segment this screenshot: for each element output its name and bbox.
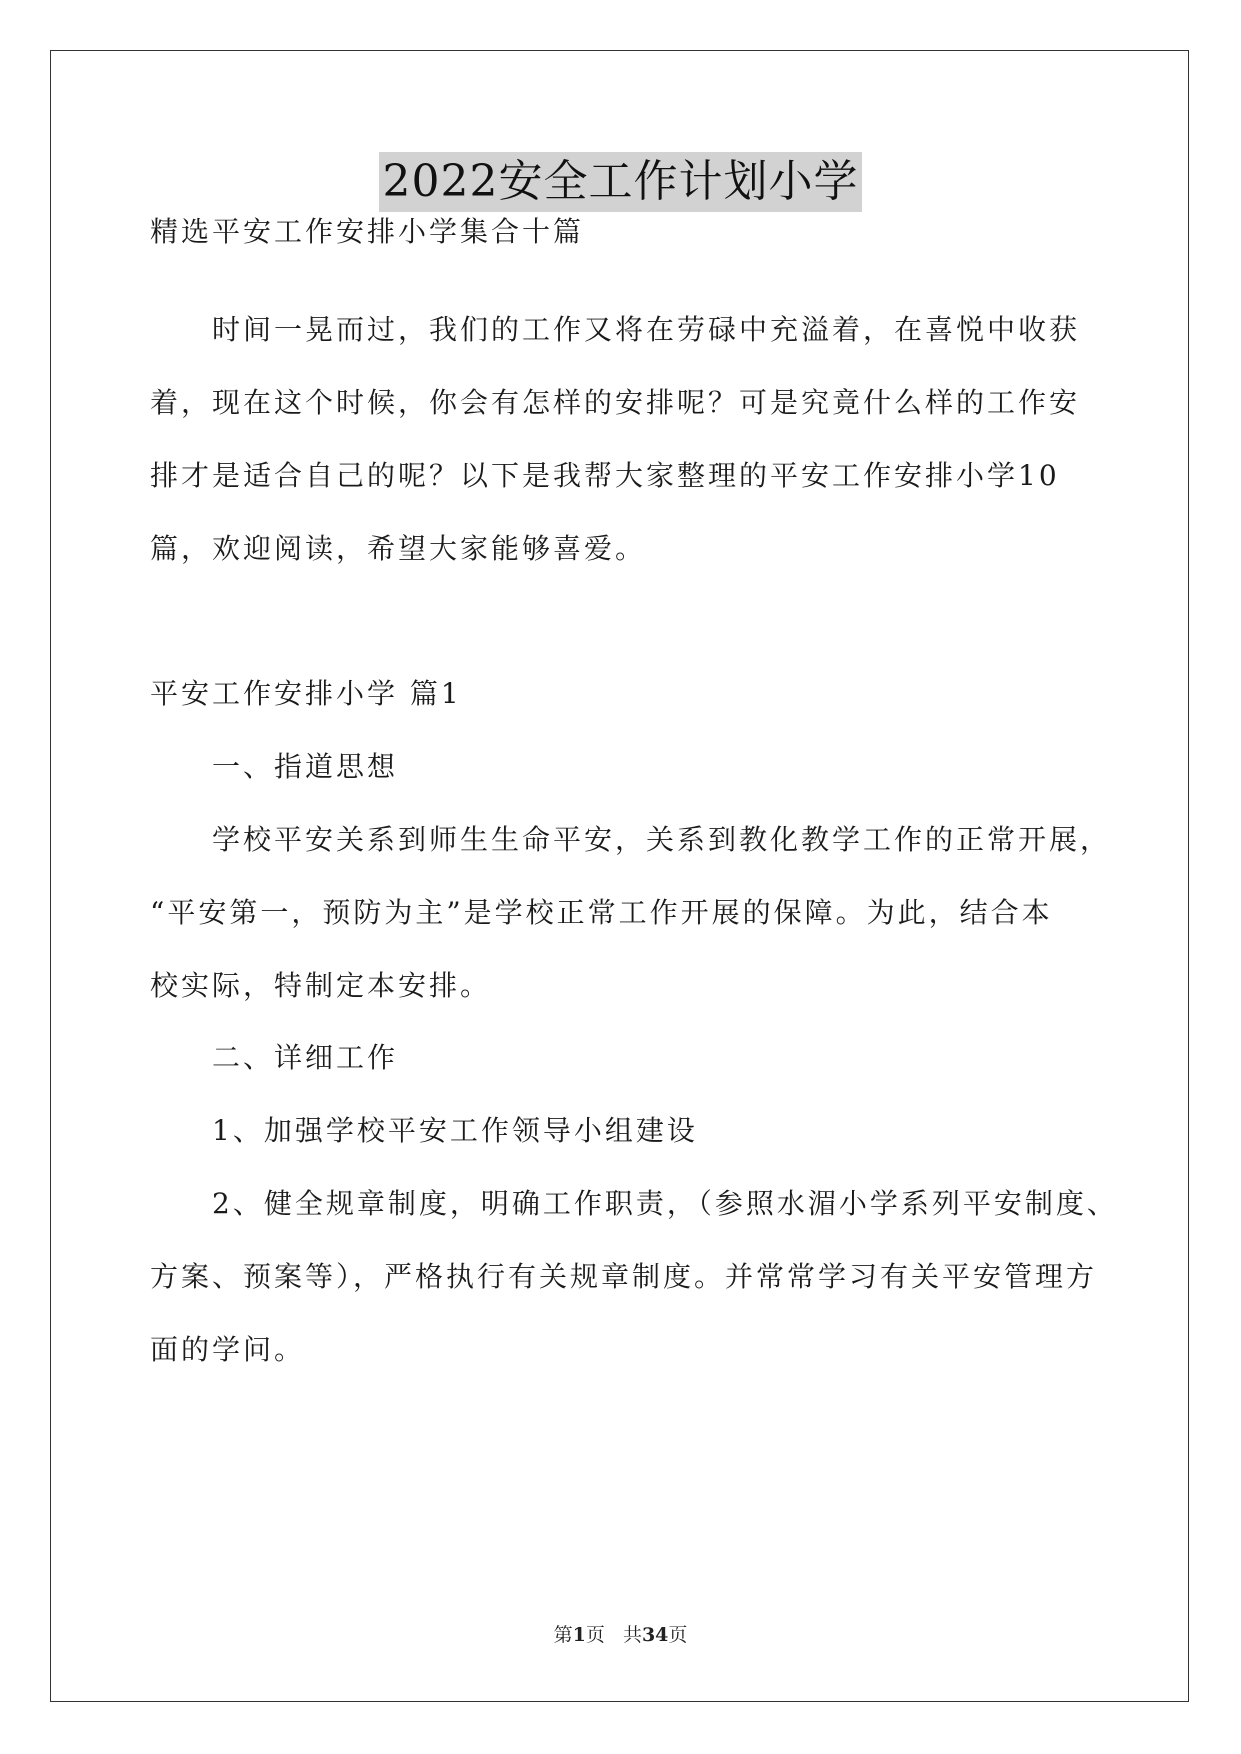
subtitle: 精选平安工作安排小学集合十篇 [150, 215, 585, 248]
footer-suffix: 页 [668, 1624, 688, 1646]
item-2-line-3: 面的学问。 [150, 1333, 306, 1366]
para-1-line-1: 学校平安关系到师生生命平安，关系到教化教学工作的正常开展， [212, 823, 1112, 856]
para-1-line-2: “平安第一，预防为主”是学校正常工作开展的保障。为此，结合本 [150, 896, 1053, 929]
document-title: 2022安全工作计划小学 [379, 152, 863, 212]
intro-line-1: 时间一晃而过，我们的工作又将在劳碌中充溢着，在喜悦中收获 [212, 313, 1081, 346]
para-1-line-3: 校实际，特制定本安排。 [150, 969, 492, 1002]
item-2-line-1: 2、健全规章制度，明确工作职责，（参照水湄小学系列平安制度、 [212, 1187, 1118, 1220]
footer-prefix: 第 [553, 1624, 573, 1646]
footer-total-pages: 34 [641, 1624, 669, 1646]
heading-detailed-work: 二、详细工作 [212, 1041, 399, 1074]
footer-page-number: 1 [572, 1624, 586, 1646]
page-footer [0, 1622, 1241, 1648]
item-2-line-2: 方案、预案等），严格执行有关规章制度。并常常学习有关平安管理方 [150, 1260, 1098, 1293]
intro-line-3: 排才是适合自己的呢？以下是我帮大家整理的平安工作安排小学10 [150, 459, 1060, 492]
page-border [50, 50, 1189, 1702]
heading-guiding-ideology: 一、指道思想 [212, 750, 399, 783]
footer-middle: 页 共 [585, 1624, 642, 1646]
intro-line-4: 篇，欢迎阅读，希望大家能够喜爱。 [150, 532, 647, 565]
intro-line-2: 着，现在这个时候，你会有怎样的安排呢？可是究竟什么样的工作安 [150, 386, 1081, 419]
item-1: 1、加强学校平安工作领导小组建设 [212, 1114, 698, 1147]
title-container [0, 152, 1241, 212]
section-heading: 平安工作安排小学 篇1 [150, 677, 462, 710]
